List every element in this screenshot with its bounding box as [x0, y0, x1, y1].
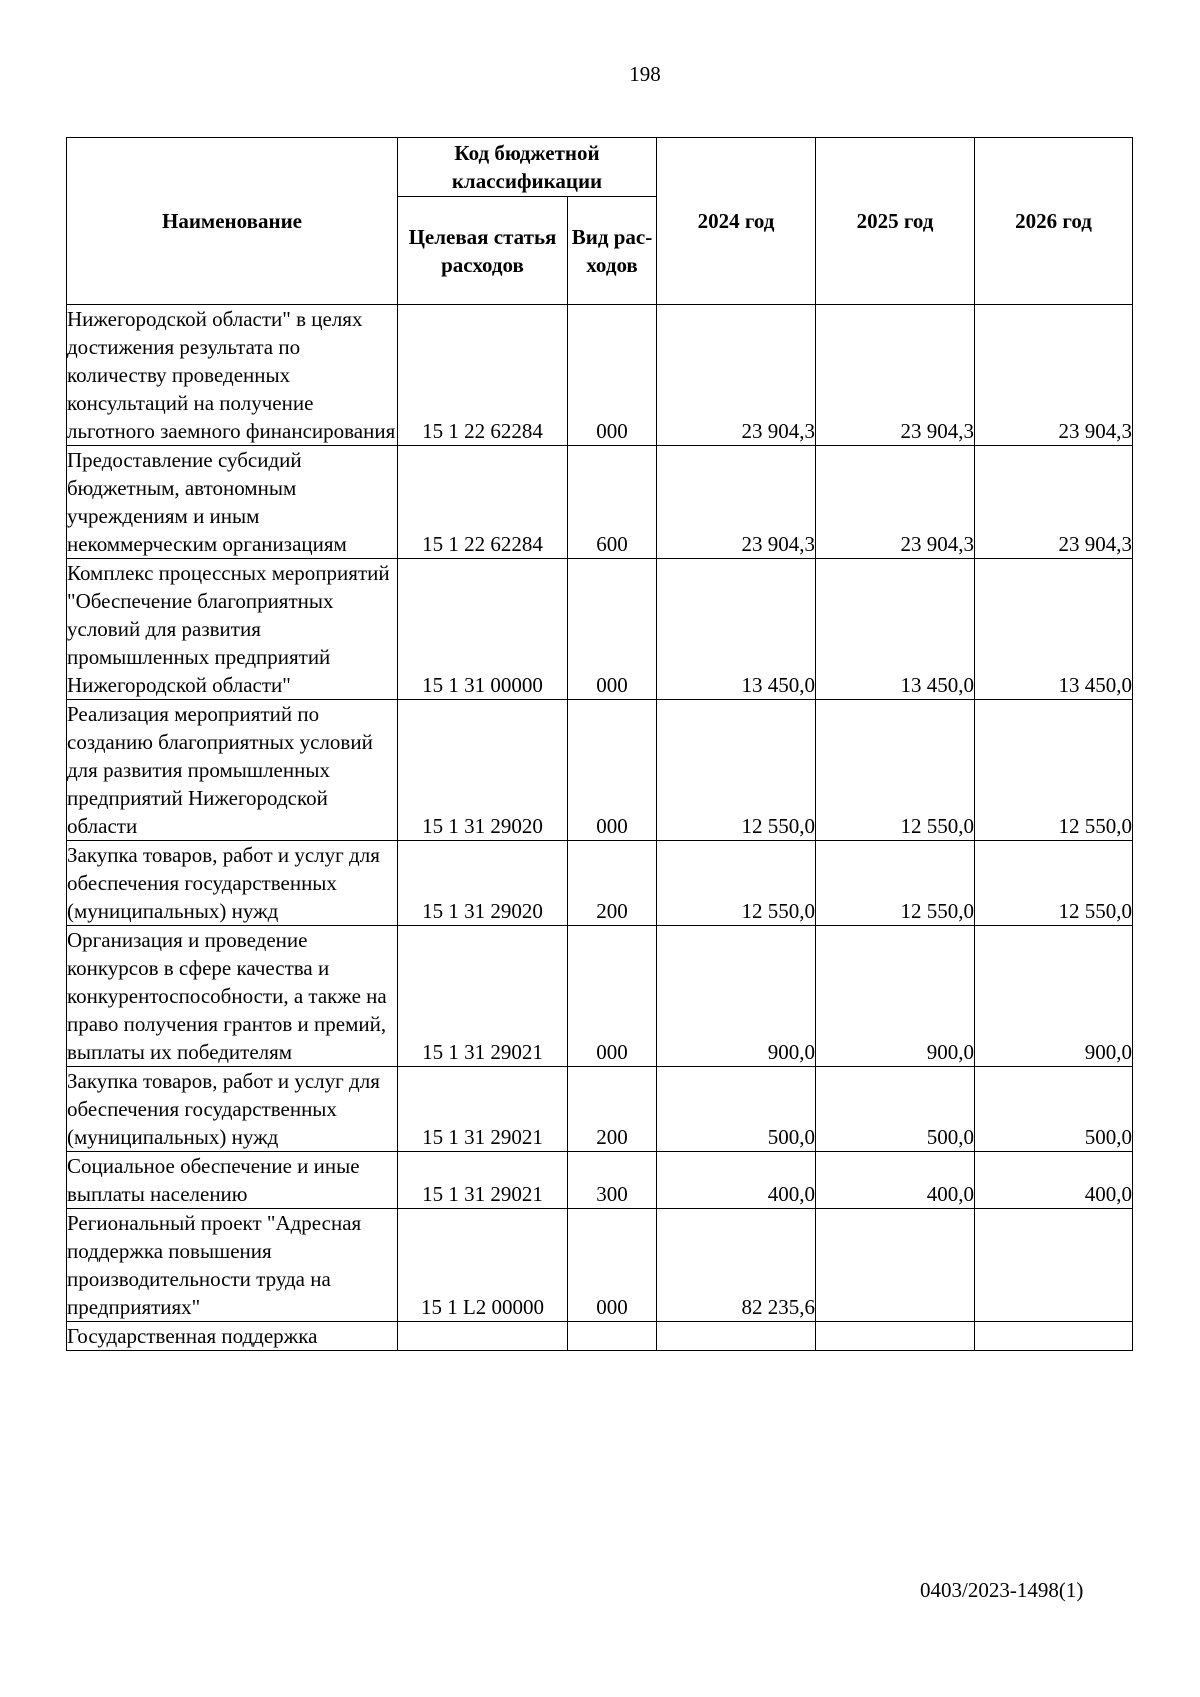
row-vid: 300 [568, 1152, 657, 1209]
table-row [67, 1152, 1133, 1209]
row-target: 15 1 L2 00000 [398, 1209, 568, 1322]
budget-table [66, 137, 1133, 1351]
row-vid: 000 [568, 1209, 657, 1322]
row-2026: 23 904,3 [975, 446, 1133, 559]
table-body [67, 305, 1133, 1351]
row-vid [568, 1322, 657, 1351]
row-name: Комплекс процессных мероприятий "Обеспечение благоприятных условий для развития промышленных предприятий Нижегородской области" [67, 559, 398, 700]
row-target: 15 1 31 29021 [398, 1067, 568, 1152]
row-target: 15 1 31 00000 [398, 559, 568, 700]
row-target [398, 1322, 568, 1351]
row-name: Социальное обеспечение и иные выплаты населению [67, 1152, 398, 1209]
row-name: Предоставление субсидий бюджетным, автономным учреждениям и иным некоммерческим организациям [67, 446, 398, 559]
row-vid: 000 [568, 305, 657, 446]
row-2025: 12 550,0 [816, 841, 975, 926]
row-2026: 13 450,0 [975, 559, 1133, 700]
row-target: 15 1 31 29020 [398, 700, 568, 841]
row-2026: 12 550,0 [975, 841, 1133, 926]
row-name: Государственная поддержка [67, 1322, 398, 1351]
row-2024: 82 235,6 [657, 1209, 816, 1322]
row-target: 15 1 31 29021 [398, 926, 568, 1067]
table-row [67, 1067, 1133, 1152]
row-2024: 23 904,3 [657, 446, 816, 559]
row-2026: 400,0 [975, 1152, 1133, 1209]
row-2025: 500,0 [816, 1067, 975, 1152]
header-code-group: Код бюджетной классификации [398, 138, 657, 197]
row-target: 15 1 31 29021 [398, 1152, 568, 1209]
row-vid: 200 [568, 841, 657, 926]
header-2025: 2025 год [816, 138, 975, 305]
row-2024: 13 450,0 [657, 559, 816, 700]
row-2024: 400,0 [657, 1152, 816, 1209]
table-row [67, 559, 1133, 700]
table-header [67, 138, 1133, 305]
row-2026: 500,0 [975, 1067, 1133, 1152]
row-2026: 900,0 [975, 926, 1133, 1067]
row-2024 [657, 1322, 816, 1351]
row-2025: 23 904,3 [816, 305, 975, 446]
table-row [67, 700, 1133, 841]
row-name: Реализация мероприятий по созданию благоприятных условий для развития промышленных предприятий Нижегородской области [67, 700, 398, 841]
table-row [67, 926, 1133, 1067]
row-2026: 12 550,0 [975, 700, 1133, 841]
row-name: Нижегородской области" в целях достижения результата по количеству проведенных консультаций на получение льготного заемного финансирования [67, 305, 398, 446]
row-name: Закупка товаров, работ и услуг для обеспечения государственных (муниципальных) нужд [67, 1067, 398, 1152]
row-2025 [816, 1322, 975, 1351]
document-code: 0403/2023-1498(1) [920, 1578, 1084, 1602]
row-2025: 13 450,0 [816, 559, 975, 700]
row-2026 [975, 1322, 1133, 1351]
row-name: Закупка товаров, работ и услуг для обеспечения государственных (муниципальных) нужд [67, 841, 398, 926]
row-2024: 12 550,0 [657, 700, 816, 841]
row-vid: 600 [568, 446, 657, 559]
table-row [67, 305, 1133, 446]
table-row [67, 446, 1133, 559]
row-2024: 500,0 [657, 1067, 816, 1152]
header-2024: 2024 год [657, 138, 816, 305]
row-2024: 12 550,0 [657, 841, 816, 926]
row-2025: 900,0 [816, 926, 975, 1067]
row-vid: 000 [568, 926, 657, 1067]
row-name: Организация и проведение конкурсов в сфере качества и конкурентоспособности, а также на право получения грантов и премий, выплаты их победителям [67, 926, 398, 1067]
table-row [67, 1209, 1133, 1322]
header-vid: Вид рас- ходов [568, 197, 657, 305]
header-name: Наименование [67, 138, 398, 305]
row-vid: 000 [568, 559, 657, 700]
page-number: 198 [629, 62, 661, 86]
row-2025 [816, 1209, 975, 1322]
table-row [67, 841, 1133, 926]
row-2026 [975, 1209, 1133, 1322]
row-target: 15 1 22 62284 [398, 305, 568, 446]
row-vid: 000 [568, 700, 657, 841]
header-target: Целевая статья расходов [398, 197, 568, 305]
row-2025: 12 550,0 [816, 700, 975, 841]
row-2026: 23 904,3 [975, 305, 1133, 446]
row-name: Региональный проект "Адресная поддержка повышения производительности труда на предприятиях" [67, 1209, 398, 1322]
row-target: 15 1 22 62284 [398, 446, 568, 559]
row-2024: 23 904,3 [657, 305, 816, 446]
table-row [67, 1322, 1133, 1351]
header-2026: 2026 год [975, 138, 1133, 305]
row-target: 15 1 31 29020 [398, 841, 568, 926]
row-2024: 900,0 [657, 926, 816, 1067]
row-vid: 200 [568, 1067, 657, 1152]
row-2025: 23 904,3 [816, 446, 975, 559]
row-2025: 400,0 [816, 1152, 975, 1209]
